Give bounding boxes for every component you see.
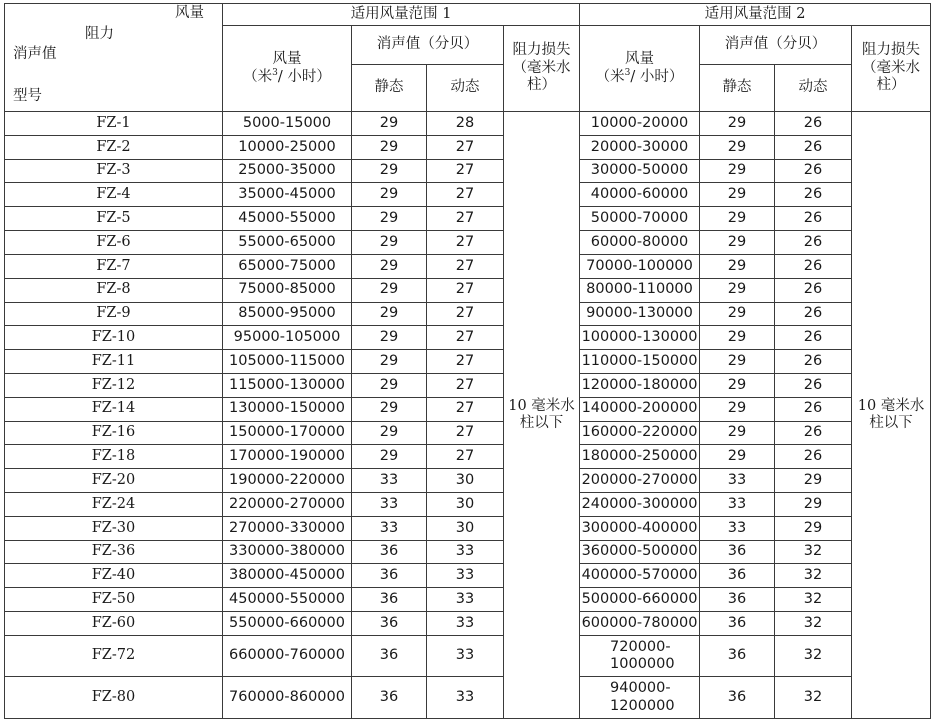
table-row	[5, 302, 931, 326]
range1-title: 适用风量范围 1	[223, 4, 580, 26]
range1-airflow-cell: 220000-270000	[223, 493, 352, 517]
range1-static-cell: 29	[352, 183, 427, 207]
range2-static-cell: 29	[700, 183, 775, 207]
range1-airflow-cell: 105000-115000	[223, 350, 352, 374]
range2-airflow-cell: 70000-100000	[580, 254, 700, 278]
range1-static-cell: 33	[352, 493, 427, 517]
range1-dynamic-cell: 30	[427, 469, 504, 493]
table-row	[5, 588, 931, 612]
range2-dynamic-cell: 32	[775, 588, 852, 612]
range2-airflow-cell: 10000-20000	[580, 112, 700, 136]
range1-dynamic-cell: 27	[427, 397, 504, 421]
model-cell: FZ-40	[5, 564, 223, 588]
table-row	[5, 469, 931, 493]
range2-static-cell: 29	[700, 135, 775, 159]
model-cell: FZ-9	[5, 302, 223, 326]
table-row	[5, 254, 931, 278]
range2-dynamic-cell: 26	[775, 302, 852, 326]
range1-static-cell: 29	[352, 112, 427, 136]
table-row	[5, 612, 931, 636]
range2-airflow-cell: 30000-50000	[580, 159, 700, 183]
range1-airflow-cell: 45000-55000	[223, 207, 352, 231]
range2-airflow-cell: 140000-200000	[580, 397, 700, 421]
range1-static-cell: 36	[352, 677, 427, 719]
range2-static-cell: 29	[700, 207, 775, 231]
range2-title: 适用风量范围 2	[580, 4, 931, 26]
table-row	[5, 326, 931, 350]
range2-static-cell: 33	[700, 469, 775, 493]
range1-static-cell: 29	[352, 231, 427, 255]
range2-static-cell: 36	[700, 564, 775, 588]
table-row	[5, 159, 931, 183]
range2-dynamic-header: 动态	[775, 65, 852, 112]
range2-airflow-cell: 20000-30000	[580, 135, 700, 159]
range1-dynamic-cell: 33	[427, 635, 504, 676]
range1-resistance-value: 10 毫米水柱以下	[504, 112, 580, 719]
model-cell: FZ-36	[5, 540, 223, 564]
model-cell: FZ-2	[5, 135, 223, 159]
range1-static-cell: 29	[352, 421, 427, 445]
table-row	[5, 373, 931, 397]
range1-static-cell: 36	[352, 588, 427, 612]
table-row	[5, 677, 931, 719]
table-row	[5, 516, 931, 540]
range2-airflow-header: 风量 （米$^3$/ 小时）	[580, 26, 700, 112]
range2-resistance-value: 10 毫米水柱以下	[852, 112, 931, 719]
range1-dynamic-cell: 33	[427, 540, 504, 564]
range1-static-cell: 29	[352, 350, 427, 374]
range1-dynamic-cell: 33	[427, 588, 504, 612]
range1-airflow-cell: 660000-760000	[223, 635, 352, 676]
model-cell: FZ-30	[5, 516, 223, 540]
table-row	[5, 540, 931, 564]
range2-dynamic-cell: 26	[775, 231, 852, 255]
table-row	[5, 564, 931, 588]
range1-static-cell: 36	[352, 635, 427, 676]
range1-dynamic-cell: 27	[427, 254, 504, 278]
table-row	[5, 278, 931, 302]
range1-static-header: 静态	[352, 65, 427, 112]
model-cell: FZ-20	[5, 469, 223, 493]
range1-dynamic-cell: 27	[427, 159, 504, 183]
range2-airflow-cell: 160000-220000	[580, 421, 700, 445]
model-cell: FZ-72	[5, 635, 223, 676]
range2-dynamic-cell: 26	[775, 183, 852, 207]
model-cell: FZ-1	[5, 112, 223, 136]
range1-static-cell: 33	[352, 469, 427, 493]
range2-static-cell: 29	[700, 350, 775, 374]
range2-airflow-cell: 100000-130000	[580, 326, 700, 350]
range2-airflow-cell: 400000-570000	[580, 564, 700, 588]
range1-dynamic-cell: 27	[427, 350, 504, 374]
range1-airflow-cell: 130000-150000	[223, 397, 352, 421]
range2-dynamic-cell: 26	[775, 254, 852, 278]
table-row	[5, 635, 931, 676]
range1-dynamic-cell: 27	[427, 421, 504, 445]
range1-static-cell: 29	[352, 159, 427, 183]
range2-airflow-cell: 50000-70000	[580, 207, 700, 231]
range2-static-header: 静态	[700, 65, 775, 112]
range2-airflow-cell: 60000-80000	[580, 231, 700, 255]
range1-static-cell: 36	[352, 564, 427, 588]
range2-dynamic-cell: 32	[775, 612, 852, 636]
model-cell: FZ-80	[5, 677, 223, 719]
model-cell: FZ-5	[5, 207, 223, 231]
corner-resistance-label: 阻力	[85, 26, 114, 42]
range2-dynamic-cell: 26	[775, 350, 852, 374]
range1-dynamic-cell: 33	[427, 677, 504, 719]
table-row	[5, 135, 931, 159]
range2-static-cell: 29	[700, 254, 775, 278]
model-cell: FZ-11	[5, 350, 223, 374]
range2-airflow-cell: 500000-660000	[580, 588, 700, 612]
model-cell: FZ-6	[5, 231, 223, 255]
range1-airflow-cell: 95000-105000	[223, 326, 352, 350]
model-cell: FZ-14	[5, 397, 223, 421]
range2-static-cell: 36	[700, 677, 775, 719]
range2-static-cell: 29	[700, 373, 775, 397]
range1-static-cell: 36	[352, 540, 427, 564]
range2-dynamic-cell: 26	[775, 112, 852, 136]
range2-static-cell: 36	[700, 588, 775, 612]
range2-static-cell: 29	[700, 231, 775, 255]
range2-static-cell: 36	[700, 612, 775, 636]
range1-airflow-cell: 5000-15000	[223, 112, 352, 136]
range2-dynamic-cell: 32	[775, 677, 852, 719]
model-cell: FZ-4	[5, 183, 223, 207]
range1-noise-header: 消声值（分贝）	[352, 26, 504, 65]
range1-static-cell: 29	[352, 302, 427, 326]
range2-static-cell: 36	[700, 635, 775, 676]
table-row	[5, 350, 931, 374]
range2-dynamic-cell: 29	[775, 516, 852, 540]
range1-airflow-cell: 270000-330000	[223, 516, 352, 540]
range1-airflow-cell: 170000-190000	[223, 445, 352, 469]
range2-airflow-cell: 180000-250000	[580, 445, 700, 469]
range2-airflow-cell: 360000-500000	[580, 540, 700, 564]
range2-dynamic-cell: 29	[775, 493, 852, 517]
range2-dynamic-cell: 26	[775, 278, 852, 302]
range2-airflow-cell: 240000-300000	[580, 493, 700, 517]
range2-static-cell: 29	[700, 302, 775, 326]
range2-dynamic-cell: 26	[775, 397, 852, 421]
range1-static-cell: 29	[352, 254, 427, 278]
range1-airflow-cell: 760000-860000	[223, 677, 352, 719]
range1-dynamic-header: 动态	[427, 65, 504, 112]
range1-airflow-cell: 65000-75000	[223, 254, 352, 278]
range2-dynamic-cell: 32	[775, 635, 852, 676]
range2-static-cell: 29	[700, 421, 775, 445]
table-row	[5, 183, 931, 207]
corner-model-label: 型号	[13, 88, 42, 104]
range2-static-cell: 33	[700, 516, 775, 540]
table-row	[5, 421, 931, 445]
range1-airflow-cell: 330000-380000	[223, 540, 352, 564]
range2-noise-header: 消声值（分贝）	[700, 26, 852, 65]
range1-dynamic-cell: 27	[427, 278, 504, 302]
range1-static-cell: 29	[352, 326, 427, 350]
range1-static-cell: 29	[352, 207, 427, 231]
model-cell: FZ-8	[5, 278, 223, 302]
range2-airflow-cell: 300000-400000	[580, 516, 700, 540]
header-corner-cell	[5, 4, 223, 112]
range2-airflow-cell: 600000-780000	[580, 612, 700, 636]
range2-airflow-cell: 200000-270000	[580, 469, 700, 493]
table-row	[5, 397, 931, 421]
table-row	[5, 207, 931, 231]
range1-airflow-cell: 35000-45000	[223, 183, 352, 207]
range1-dynamic-cell: 33	[427, 612, 504, 636]
range1-dynamic-cell: 33	[427, 564, 504, 588]
range2-airflow-cell: 80000-110000	[580, 278, 700, 302]
range1-dynamic-cell: 27	[427, 373, 504, 397]
range1-airflow-cell: 85000-95000	[223, 302, 352, 326]
range2-airflow-cell: 720000-1000000	[580, 635, 700, 676]
range2-static-cell: 36	[700, 540, 775, 564]
range1-dynamic-cell: 27	[427, 183, 504, 207]
range2-airflow-cell: 110000-150000	[580, 350, 700, 374]
range1-static-cell: 29	[352, 373, 427, 397]
corner-airflow-label: 风量	[175, 5, 204, 21]
range1-airflow-cell: 75000-85000	[223, 278, 352, 302]
model-cell: FZ-16	[5, 421, 223, 445]
range1-static-cell: 29	[352, 135, 427, 159]
range1-dynamic-cell: 28	[427, 112, 504, 136]
range2-dynamic-cell: 32	[775, 540, 852, 564]
range2-dynamic-cell: 26	[775, 445, 852, 469]
range2-resistance-header: 阻力损失（毫米水柱）	[852, 26, 931, 112]
table-row	[5, 493, 931, 517]
range2-dynamic-cell: 26	[775, 326, 852, 350]
range1-airflow-cell: 450000-550000	[223, 588, 352, 612]
corner-noise-label: 消声值	[13, 46, 57, 62]
model-cell: FZ-50	[5, 588, 223, 612]
range2-airflow-cell: 90000-130000	[580, 302, 700, 326]
range1-dynamic-cell: 27	[427, 231, 504, 255]
table-row	[5, 445, 931, 469]
airflow-spec-table	[4, 3, 931, 719]
range1-static-cell: 33	[352, 516, 427, 540]
range2-dynamic-cell: 26	[775, 159, 852, 183]
range1-dynamic-cell: 27	[427, 135, 504, 159]
table-row	[5, 112, 931, 136]
range2-dynamic-cell: 26	[775, 421, 852, 445]
range2-static-cell: 29	[700, 278, 775, 302]
model-cell: FZ-7	[5, 254, 223, 278]
range2-dynamic-cell: 26	[775, 135, 852, 159]
range1-dynamic-cell: 27	[427, 207, 504, 231]
range1-airflow-cell: 550000-660000	[223, 612, 352, 636]
range2-static-cell: 29	[700, 445, 775, 469]
range2-static-cell: 29	[700, 326, 775, 350]
range1-dynamic-cell: 30	[427, 493, 504, 517]
range1-static-cell: 29	[352, 397, 427, 421]
table-body	[5, 112, 931, 719]
model-cell: FZ-24	[5, 493, 223, 517]
range1-dynamic-cell: 27	[427, 445, 504, 469]
range1-airflow-header: 风量 （米$^3$/ 小时）	[223, 26, 352, 112]
model-cell: FZ-18	[5, 445, 223, 469]
range2-airflow-cell: 40000-60000	[580, 183, 700, 207]
table-row	[5, 231, 931, 255]
range2-static-cell: 29	[700, 112, 775, 136]
range2-dynamic-cell: 29	[775, 469, 852, 493]
range1-airflow-cell: 55000-65000	[223, 231, 352, 255]
range2-dynamic-cell: 32	[775, 564, 852, 588]
range1-dynamic-cell: 27	[427, 302, 504, 326]
range1-static-cell: 29	[352, 445, 427, 469]
range1-dynamic-cell: 27	[427, 326, 504, 350]
range2-static-cell: 29	[700, 159, 775, 183]
range2-static-cell: 29	[700, 397, 775, 421]
range1-airflow-cell: 10000-25000	[223, 135, 352, 159]
model-cell: FZ-60	[5, 612, 223, 636]
range2-airflow-cell: 940000-1200000	[580, 677, 700, 719]
range1-airflow-cell: 190000-220000	[223, 469, 352, 493]
range1-static-cell: 36	[352, 612, 427, 636]
range1-static-cell: 29	[352, 278, 427, 302]
range1-resistance-header: 阻力损失（毫米水柱）	[504, 26, 580, 112]
range1-airflow-cell: 115000-130000	[223, 373, 352, 397]
model-cell: FZ-10	[5, 326, 223, 350]
range2-dynamic-cell: 26	[775, 207, 852, 231]
range1-dynamic-cell: 30	[427, 516, 504, 540]
range1-airflow-cell: 380000-450000	[223, 564, 352, 588]
model-cell: FZ-3	[5, 159, 223, 183]
range1-airflow-cell: 25000-35000	[223, 159, 352, 183]
range2-static-cell: 33	[700, 493, 775, 517]
range1-airflow-cell: 150000-170000	[223, 421, 352, 445]
range2-airflow-cell: 120000-180000	[580, 373, 700, 397]
model-cell: FZ-12	[5, 373, 223, 397]
range2-dynamic-cell: 26	[775, 373, 852, 397]
